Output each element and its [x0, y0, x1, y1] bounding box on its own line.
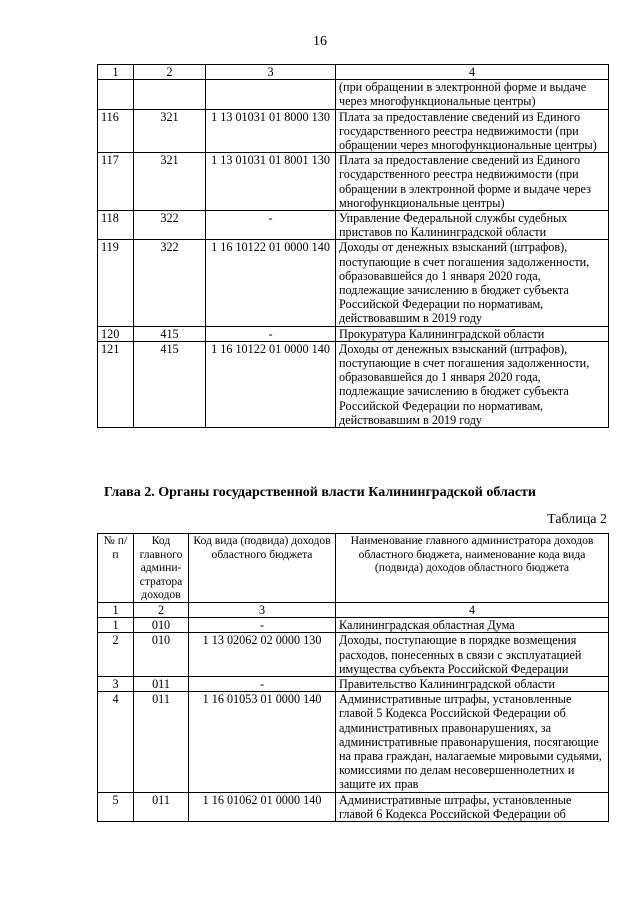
column-number: 4: [336, 602, 609, 617]
row-number: 121: [98, 341, 134, 427]
revenue-kind-code: -: [189, 618, 336, 633]
column-number: 3: [189, 602, 336, 617]
revenue-kind-code: 1 16 10122 01 0000 140: [206, 341, 336, 427]
row-number: 2: [98, 633, 134, 677]
revenue-name: Управление Федеральной службы судебных приставов по Калининградской области: [336, 211, 609, 240]
revenue-name: Плата за предоставление сведений из Единого государственного реестра недвижимости (при обращении через многофункциональные центры): [336, 109, 609, 153]
administrator-code: 011: [134, 692, 189, 792]
revenue-kind-code: [206, 80, 336, 109]
header-revenue-kind-code: Код вида (подвида) доходов областного бюджета: [189, 534, 336, 603]
table-row: [98, 792, 609, 821]
revenue-kind-code: -: [189, 676, 336, 691]
revenue-kind-code: 1 16 10122 01 0000 140: [206, 240, 336, 326]
column-number: 2: [134, 65, 206, 80]
row-number: 120: [98, 326, 134, 341]
revenue-table-2: [97, 533, 609, 822]
column-number-row: [98, 602, 609, 617]
row-number: 118: [98, 211, 134, 240]
header-revenue-name: Наименование главного администратора доходов областного бюджета, наименование кода вида (подвида) доходов областного бюджета: [336, 534, 609, 603]
revenue-name: Доходы от денежных взысканий (штрафов), поступающие в счет погашения задолженности, образовавшейся до 1 января 2020 года, подлежащие зачислению в бюджет субъекта Российской Федерации по нормативам, действовавшим в 2019 году: [336, 341, 609, 427]
chapter-title: Глава 2. Органы государственной власти Калининградской области: [103, 485, 536, 500]
row-number: [98, 80, 134, 109]
revenue-name: Административные штрафы, установленные главой 6 Кодекса Российской Федерации об: [336, 792, 609, 821]
row-number: 1: [98, 618, 134, 633]
revenue-name: Правительство Калининградской области: [336, 676, 609, 691]
table-row: [98, 341, 609, 427]
table-row: [98, 676, 609, 691]
administrator-code: 011: [134, 792, 189, 821]
header-row-number: № п/п: [98, 534, 134, 603]
column-number: 1: [98, 602, 134, 617]
administrator-code: 010: [134, 618, 189, 633]
revenue-kind-code: -: [206, 326, 336, 341]
administrator-code: [134, 80, 206, 109]
revenue-name: Прокуратура Калининградской области: [336, 326, 609, 341]
row-number: 119: [98, 240, 134, 326]
row-number: 5: [98, 792, 134, 821]
revenue-name: Калининградская областная Дума: [336, 618, 609, 633]
row-number: 117: [98, 153, 134, 211]
revenue-name: Доходы, поступающие в порядке возмещения расходов, понесенных в связи с эксплуатацией имущества субъекта Российской Федерации: [336, 633, 609, 677]
revenue-table-continuation: [97, 64, 609, 428]
row-number: 3: [98, 676, 134, 691]
revenue-name: Доходы от денежных взысканий (штрафов), поступающие в счет погашения задолженности, образовавшейся до 1 января 2020 года, подлежащие зачислению в бюджет субъекта Российской Федерации по нормативам, действовавшим в 2019 году: [336, 240, 609, 326]
revenue-kind-code: 1 16 01053 01 0000 140: [189, 692, 336, 792]
revenue-name: Административные штрафы, установленные главой 5 Кодекса Российской Федерации об административных правонарушениях, за административные правонарушения, посягающие на права граждан, налагаемые мировыми судьями, комиссиями по делам несовершеннолетних и защите их прав: [336, 692, 609, 792]
table-row: [98, 240, 609, 326]
table-caption: Таблица 2: [547, 512, 607, 527]
administrator-code: 011: [134, 676, 189, 691]
column-number-row: [98, 65, 609, 80]
row-number: 4: [98, 692, 134, 792]
administrator-code: 321: [134, 153, 206, 211]
row-number: 116: [98, 109, 134, 153]
table-row: [98, 618, 609, 633]
page-number: 16: [313, 34, 327, 49]
administrator-code: 010: [134, 633, 189, 677]
administrator-code: 322: [134, 240, 206, 326]
table-row: [98, 211, 609, 240]
revenue-name: Плата за предоставление сведений из Единого государственного реестра недвижимости (при обращении в электронной форме и выдаче через многофункциональные центры): [336, 153, 609, 211]
administrator-code: 415: [134, 341, 206, 427]
table-row: [98, 80, 609, 109]
revenue-kind-code: 1 13 01031 01 8000 130: [206, 109, 336, 153]
revenue-kind-code: -: [206, 211, 336, 240]
revenue-kind-code: 1 13 01031 01 8001 130: [206, 153, 336, 211]
revenue-kind-code: 1 13 02062 02 0000 130: [189, 633, 336, 677]
revenue-name: (при обращении в электронной форме и выдаче через многофункциональные центры): [336, 80, 609, 109]
column-number: 3: [206, 65, 336, 80]
table-row: [98, 692, 609, 792]
column-number: 2: [134, 602, 189, 617]
column-number: 4: [336, 65, 609, 80]
administrator-code: 415: [134, 326, 206, 341]
table-row: [98, 633, 609, 677]
revenue-kind-code: 1 16 01062 01 0000 140: [189, 792, 336, 821]
header-administrator-code: Код главного админи-стратора доходов: [134, 534, 189, 603]
table-row: [98, 153, 609, 211]
administrator-code: 321: [134, 109, 206, 153]
table-row: [98, 109, 609, 153]
column-number: 1: [98, 65, 134, 80]
administrator-code: 322: [134, 211, 206, 240]
table-row: [98, 326, 609, 341]
table-header-row: [98, 534, 609, 603]
